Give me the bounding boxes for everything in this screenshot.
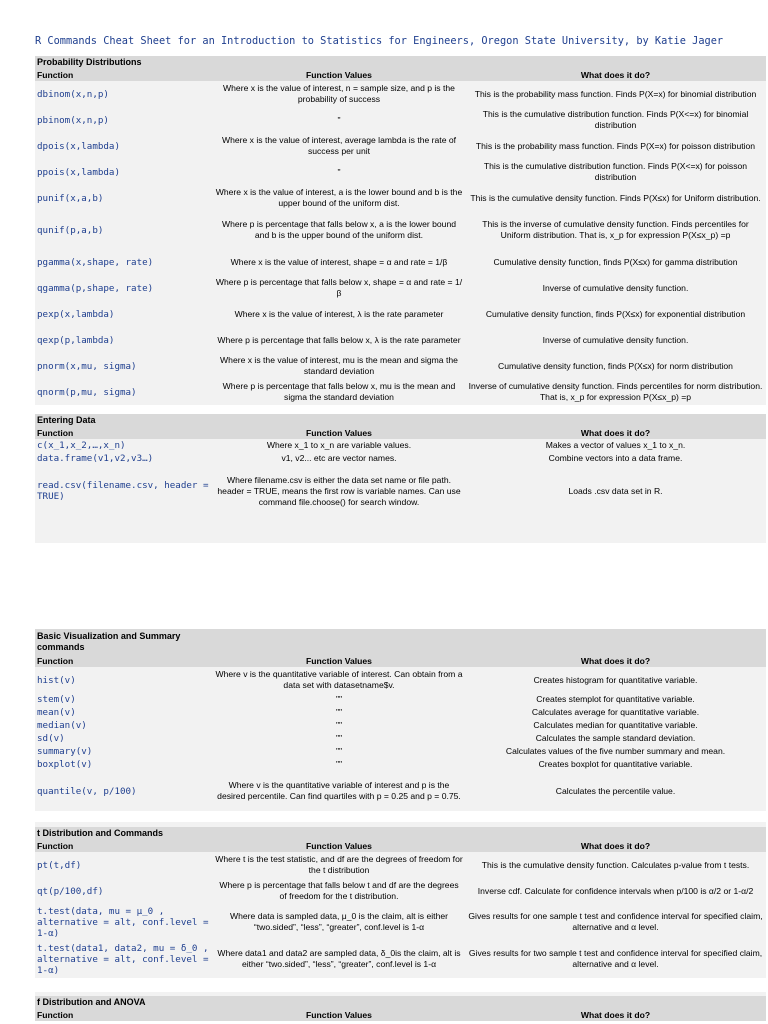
table-row: pbinom(x,n,p) " This is the cumulative distribution function. Finds P(X<=x) for binomial distribution [35,107,766,133]
col-header-function: Function [35,1009,213,1021]
table-row: qunif(p,a,b) Where p is percentage that falls below x, a is the lower bound and b is the upper bound of the uniform dist. This is the inverse of cumulative density function. Finds percentiles for Uniform distribution. That is, x_p for expression P(X≤x_p) =p [35,211,766,249]
table-row: pexp(x,lambda) Where x is the value of interest, λ is the rate parameter Cumulative density function, finds P(X≤x) for exponential distribution [35,301,766,327]
table-row: ppois(x,lambda) " This is the cumulative distribution function. Finds P(X<=x) for poisson distribution [35,159,766,185]
table-row: hist(v) Where v is the quantitative variable of interest. Can obtain from a data set with datasetname$v. Creates histogram for quantitative variable. [35,667,766,693]
table-row: t.test(data, mu = μ_0 , alternative = alt, conf.level = 1-α) Where data is sampled data, μ_0 is the claim, alt is either “two.sided”, “less”, “greater”, conf.level is 1-α Gives results for one sample t test and confidence interval for specified claim, alternative and α level. [35,904,766,940]
table-row: t.test(data1, data2, mu = δ_0 , alternative = alt, conf.level = 1-α) Where data1 and data2 are sampled data, δ_0is the claim, alt is either “two.sided”, “less”, “greater”, conf.level is 1-α Gives results for two sample t test and confidence interval for specified claim, alternative and α level. [35,940,766,978]
section-t-distribution [35,822,766,978]
table-row: qnorm(p,mu, sigma) Where p is percentage that falls below x, mu is the mean and sigma the standard deviation Inverse of cumulative density function. Finds percentiles for norm distribution. That is, x_p for expression P(X≤x_p) =p [35,379,766,405]
col-header-function: Function [35,427,213,439]
section-title: Entering Data [35,414,213,427]
col-header-values: Function Values [213,1009,465,1021]
section-title: Probability Distributions [35,56,213,69]
table-row: quantile(v, p/100) Where v is the quantitative variable of interest and p is the desired percentile. Can find quartiles with p = 0.25 and p = 0.75. Calculates the percentile value. [35,771,766,811]
table-f-distribution [35,992,766,1021]
section-probability-distributions [35,56,766,405]
table-row: boxplot(v) "" Creates boxplot for quantitative variable. [35,758,766,771]
col-header-values: Function Values [213,840,465,852]
table-row: c(x_1,x_2,…,x_n) Where x_1 to x_n are variable values. Makes a vector of values x_1 to x_n. [35,439,766,452]
col-header-does: What does it do? [465,69,766,81]
section-f-distribution [35,992,766,1021]
table-row: stem(v) "" Creates stemplot for quantitative variable. [35,693,766,706]
col-header-function: Function [35,69,213,81]
col-header-does: What does it do? [465,427,766,439]
blank-row [35,517,766,543]
table-row: read.csv(filename.csv, header = TRUE) Where filename.csv is either the data set name or file path. header = TRUE, means the first row is variable names. Can use command file.choose() for search window. Loads .csv data set in R. [35,465,766,517]
col-header-function: Function [35,840,213,852]
table-entering-data [35,414,766,543]
table-row: mean(v) "" Calculates average for quantitative variable. [35,706,766,719]
col-header-values: Function Values [213,69,465,81]
table-row: pgamma(x,shape, rate) Where x is the value of interest, shape = α and rate = 1/β Cumulative density function, finds P(X≤x) for gamma distribution [35,249,766,275]
table-t-distribution [35,822,766,978]
table-basic-visualization [35,629,766,811]
col-header-values: Function Values [213,655,465,667]
table-row: summary(v) "" Calculates values of the five number summary and mean. [35,745,766,758]
section-title: t Distribution and Commands [35,827,213,840]
col-header-does: What does it do? [465,1009,766,1021]
table-row: median(v) "" Calculates median for quantitative variable. [35,719,766,732]
table-row: pt(t,df) Where t is the test statistic, and df are the degrees of freedom for the t distribution This is the cumulative density function. Calculates p-value from t tests. [35,852,766,878]
document-title: R Commands Cheat Sheet for an Introduction to Statistics for Engineers, Oregon State University, by Katie Jager [35,35,724,47]
section-entering-data [35,414,766,543]
section-title: Basic Visualization and Summary commands [35,629,213,655]
table-row: data.frame(v1,v2,v3…) v1, v2... etc are vector names. Combine vectors into a data frame. [35,452,766,465]
table-row: qgamma(p,shape, rate) Where p is percentage that falls below x, shape = α and rate = 1/β Inverse of cumulative density function. [35,275,766,301]
col-header-function: Function [35,655,213,667]
table-row: punif(x,a,b) Where x is the value of interest, a is the lower bound and b is the upper bound of the uniform dist. This is the cumulative density function. Finds P(X≤x) for Uniform distribution. [35,185,766,211]
table-row: qexp(p,lambda) Where p is percentage that falls below x, λ is the rate parameter Inverse of cumulative density function. [35,327,766,353]
table-row: sd(v) "" Calculates the sample standard deviation. [35,732,766,745]
col-header-does: What does it do? [465,840,766,852]
section-title: f Distribution and ANOVA [35,996,213,1009]
table-row: qt(p/100,df) Where p is percentage that falls below t and df are the degrees of freedom for the t distribution. Inverse cdf. Calculate for confidence intervals when p/100 is α/2 or 1-α/2 [35,878,766,904]
col-header-values: Function Values [213,427,465,439]
table-row: pnorm(x,mu, sigma) Where x is the value of interest, mu is the mean and sigma the standard deviation Cumulative density function, finds P(X≤x) for norm distribution [35,353,766,379]
col-header-does: What does it do? [465,655,766,667]
table-row: dbinom(x,n,p) Where x is the value of interest, n = sample size, and p is the probability of success This is the probability mass function. Finds P(X=x) for binomial distribution [35,81,766,107]
table-row: dpois(x,lambda) Where x is the value of interest, average lambda is the rate of success per unit This is the probability mass function. Finds P(X=x) for poisson distribution [35,133,766,159]
section-basic-visualization [35,629,766,811]
table-probability-distributions [35,56,766,405]
